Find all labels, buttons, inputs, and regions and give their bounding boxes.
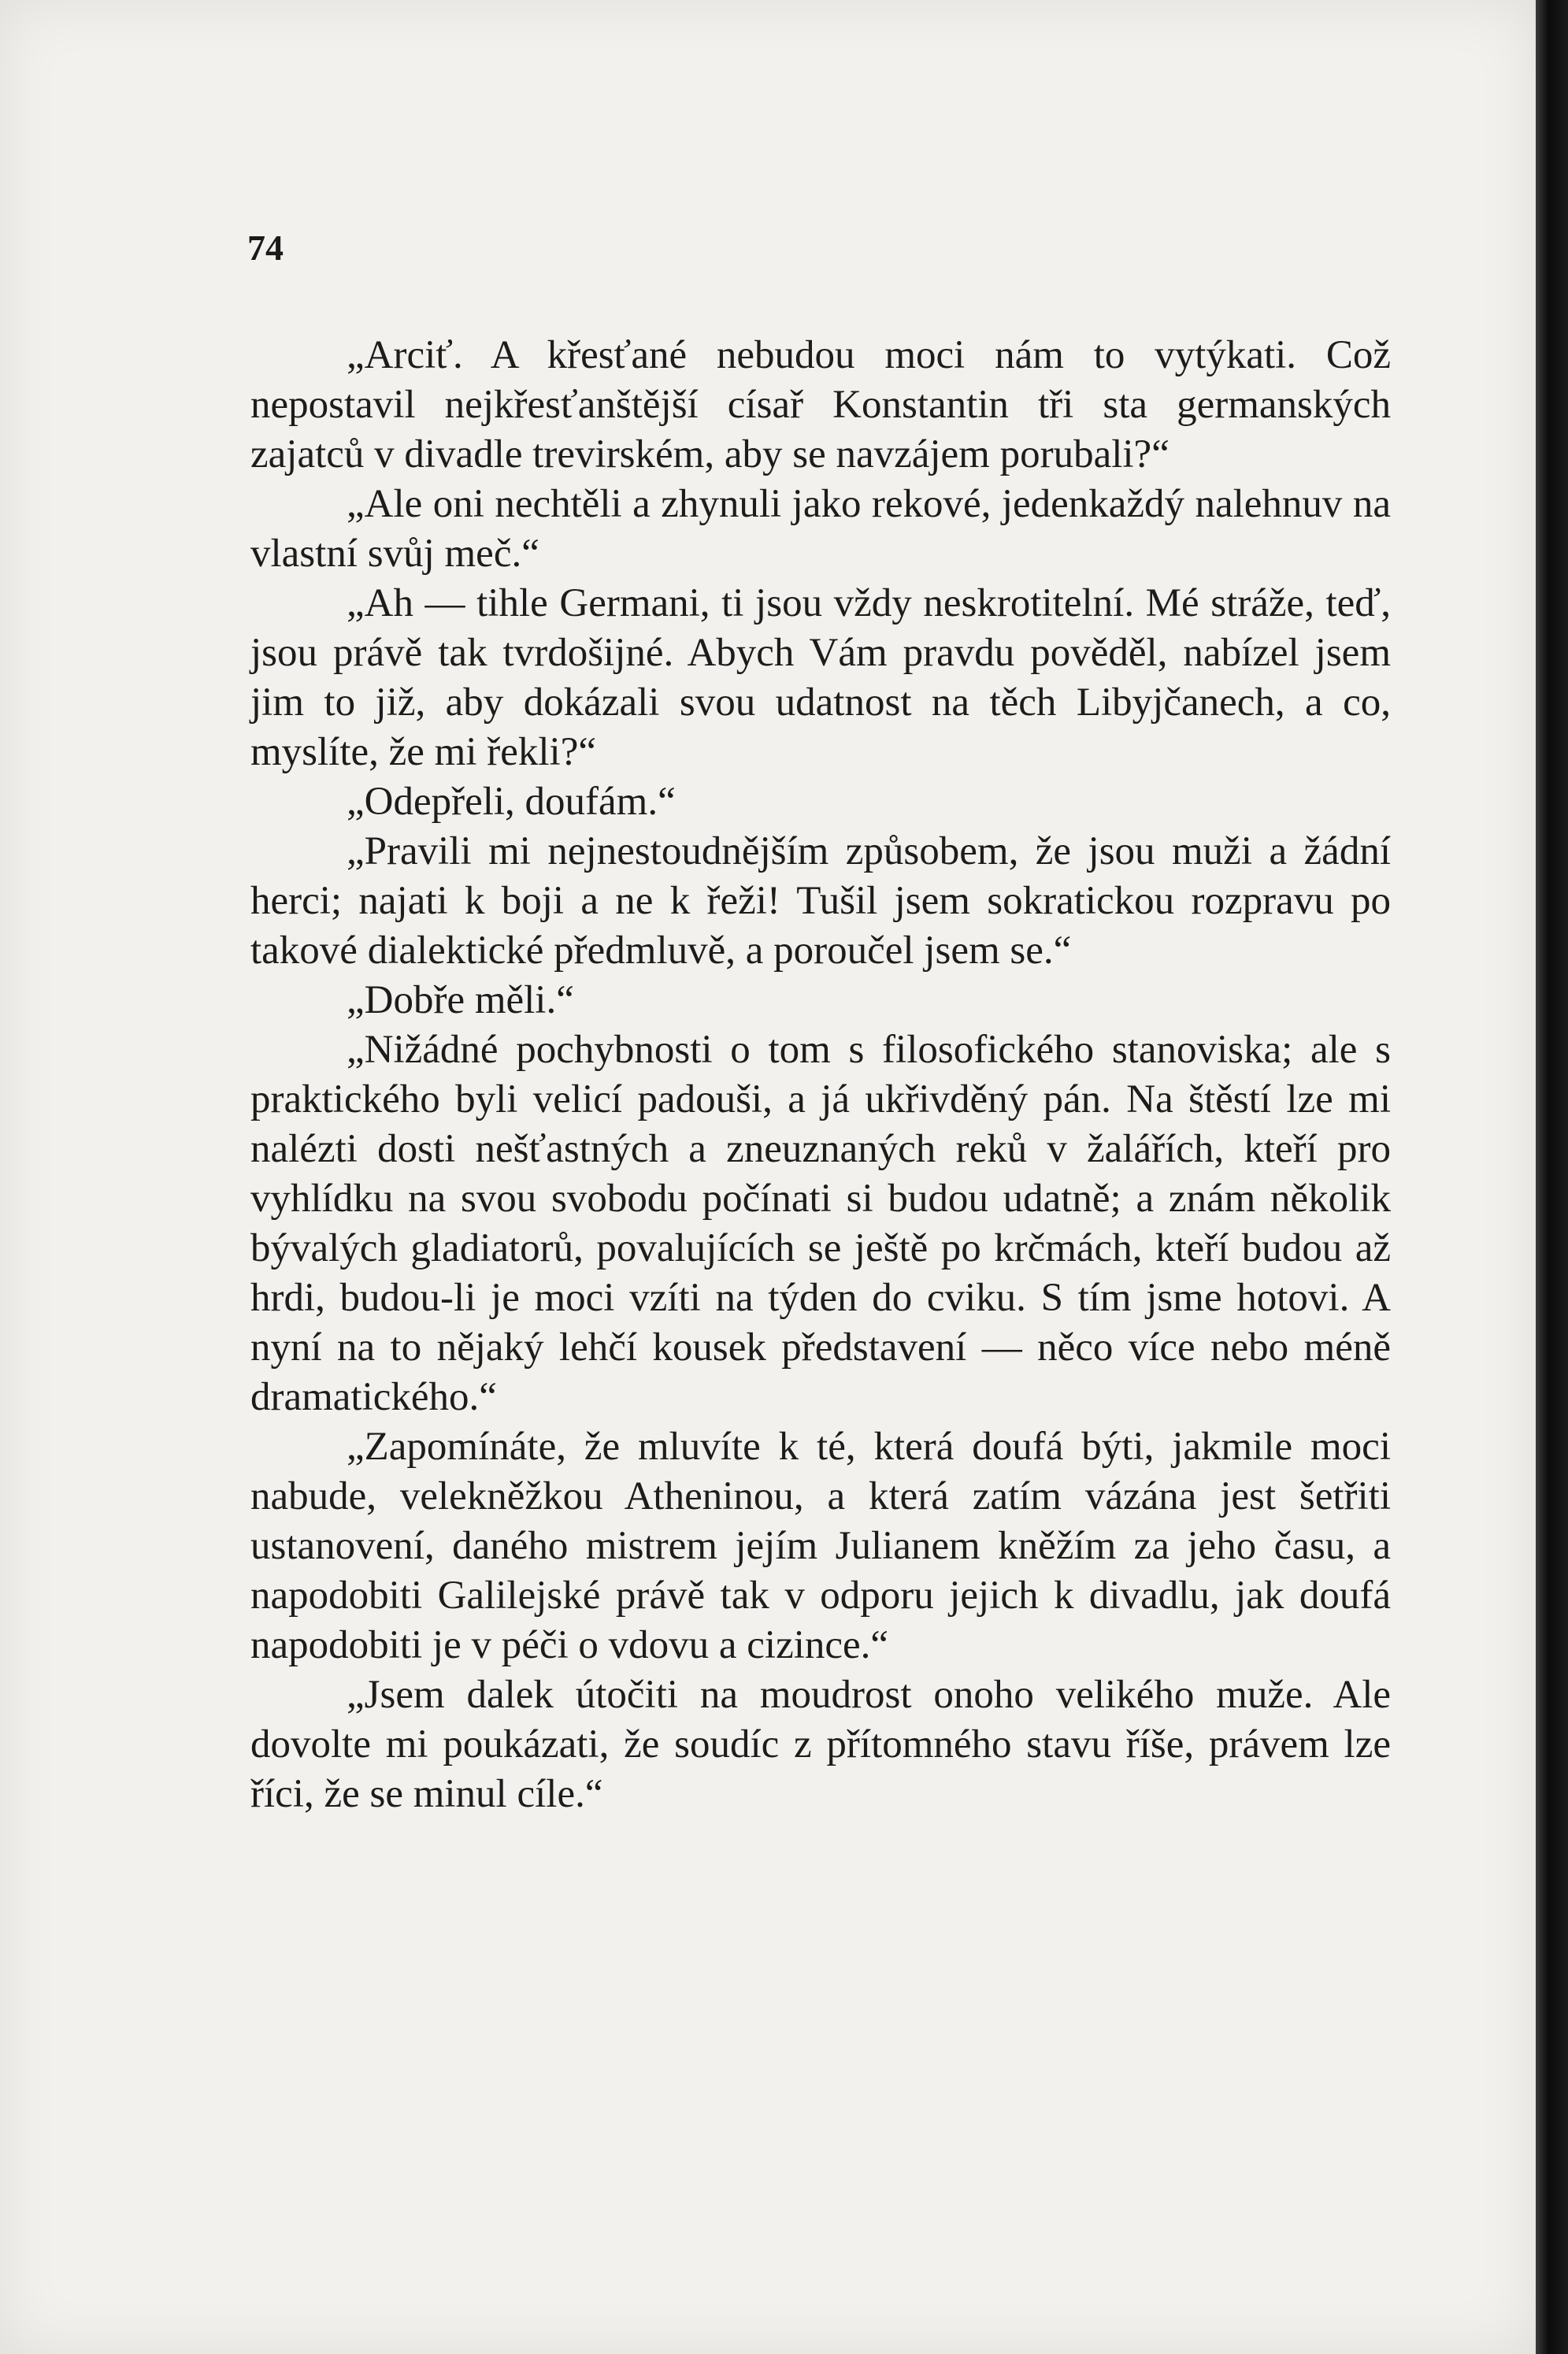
- paragraph: „Pravili mi nejnestoudnějším způsobem, že jsou muži a žádní herci; najati k boji a ne k řeži! Tušil jsem sokratickou rozpravu po takové dialektické předmluvě, a poroučel jsem se.“: [250, 829, 1391, 973]
- paragraph: „Zapomínáte, že mluvíte k té, která doufá býti, jakmile moci nabude, velekněžkou Atheninou, a která zatím vázána jest šetřiti ustanovení, daného mistrem jejím Julianem kněžím za jeho času, a napodobiti Galilejské právě tak v odporu jejich k divadlu, jak doufá napodobiti je v péči o vdovu a cizince.“: [250, 1425, 1391, 1667]
- book-spine-edge: [1536, 0, 1568, 2354]
- paragraph: „Jsem dalek útočiti na moudrost onoho velikého muže. Ale dovolte mi poukázati, že soudíc z přítomného stavu říše, právem lze říci, že se minul cíle.“: [250, 1673, 1391, 1816]
- paragraph: „Ah — tihle Germani, ti jsou vždy neskrotitelní. Mé stráže, teď, jsou právě tak tvrdošijné. Abych Vám pravdu pověděl, nabízel jsem jim to již, aby dokázali svou udatnost na těch Libyjčanech, a co, myslíte, že mi řekli?“: [250, 581, 1391, 774]
- paragraph: „Nižádné pochybnosti o tom s filosofického stanoviska; ale s praktického byli velicí padouši, a já ukřivděný pán. Na štěstí lze mi nalézti dosti nešťastných a zneuznaných reků v žalářích, kteří pro vyhlídku na svou svobodu počínati si budou udatně; a znám několik bývalých gladiatorů, povalujících se ještě po krčmách, kteří budou až hrdi, budou-li je moci vzíti na týden do cviku. S tím jsme hotovi. A nyní na to nějaký lehčí kousek představení — něco více nebo méně dramatického.“: [250, 1028, 1391, 1419]
- page-number: 74: [247, 228, 284, 268]
- paragraph: „Arciť. A křesťané nebudou moci nám to vytýkati. Což nepostavil nejkřesťanštější císař Konstantin tři sta germanských zajatců v divadle trevirském, aby se navzájem porubali?“: [250, 333, 1391, 476]
- paragraph: „Dobře měli.“: [347, 978, 574, 1022]
- paragraph: „Odepřeli, doufám.“: [347, 780, 676, 824]
- body-text: [250, 331, 1391, 1819]
- paragraph: „Ale oni nechtěli a zhynuli jako rekové, jedenkaždý nalehnuv na vlastní svůj meč.“: [250, 482, 1391, 576]
